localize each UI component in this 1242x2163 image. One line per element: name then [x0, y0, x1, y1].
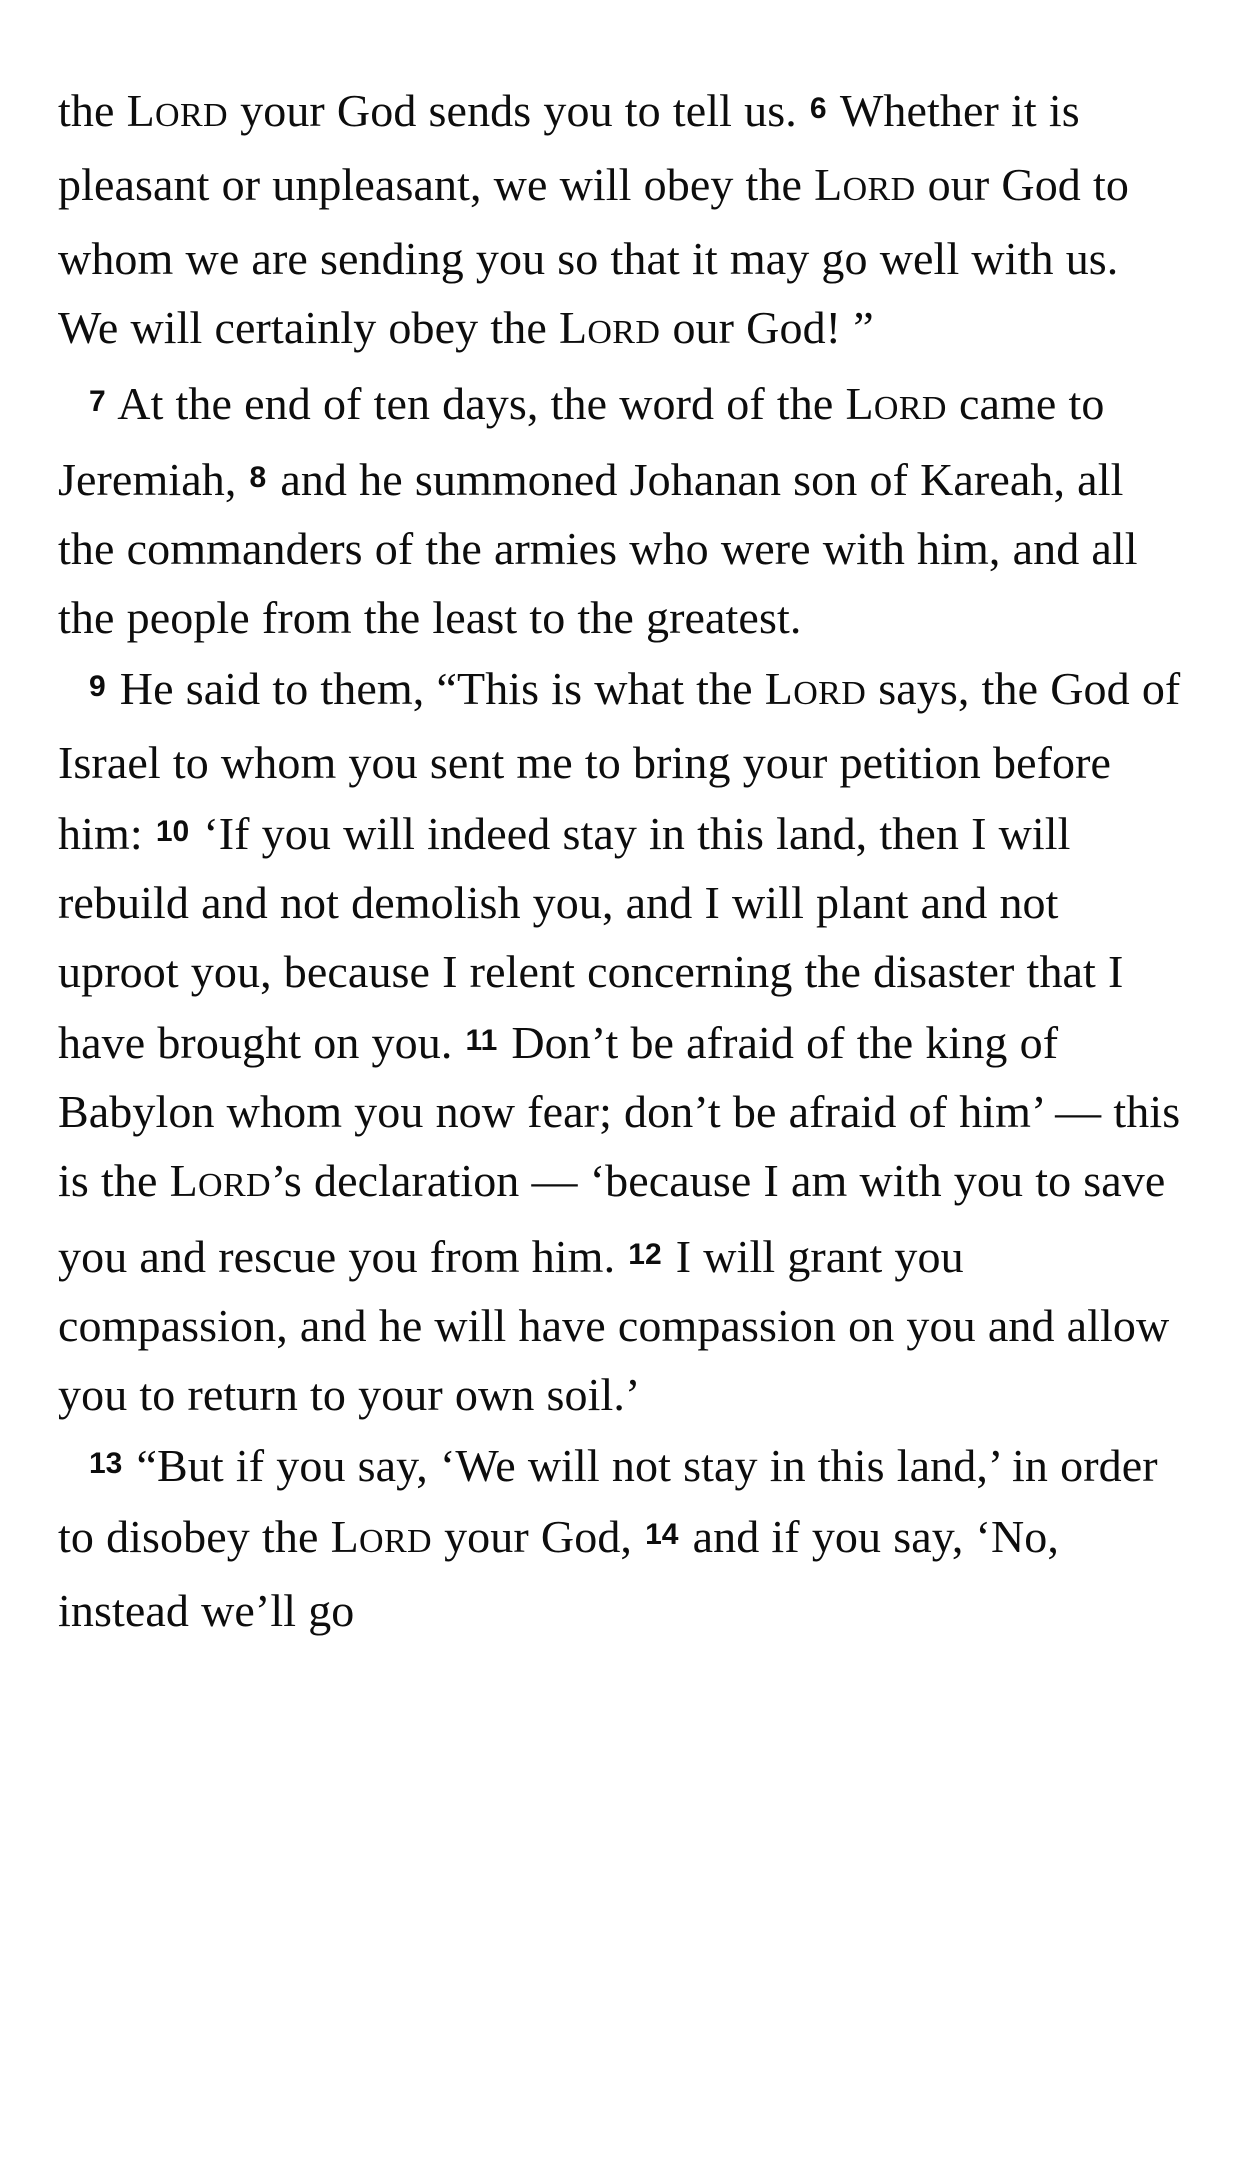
divine-name-initial: L — [814, 159, 843, 210]
scripture-body — [58, 74, 1190, 1645]
scripture-text: I will grant you compassion, and he will have compassion on you and allow you to return to your own soil.’ — [58, 1231, 1170, 1420]
divine-name-smallcaps: ORD — [873, 390, 947, 427]
divine-name-initial: L — [764, 663, 794, 714]
divine-name — [559, 302, 660, 353]
scripture-text: and he summoned Johanan son of Kareah, all the commanders of the armies who were with him, and all the people from the least to the greatest. — [58, 454, 1138, 643]
divine-name — [765, 663, 866, 714]
divine-name-initial: L — [845, 378, 874, 429]
verse-number[interactable]: 11 — [465, 1024, 498, 1057]
scripture-paragraph — [58, 367, 1190, 652]
scripture-text: ’s declaration — ‘because I am with you to save you and rescue you from him. — [58, 1155, 1166, 1282]
divine-name-smallcaps: ORD — [358, 1523, 432, 1560]
divine-name-initial: L — [169, 1155, 198, 1206]
scripture-text: He said to them, “This is what the — [107, 663, 765, 714]
verse-number[interactable]: 7 — [89, 385, 106, 418]
scripture-text: “But if you say, ‘We will not stay in this land,’ in order to disobey the — [58, 1440, 1158, 1562]
verse-number[interactable]: 13 — [89, 1447, 123, 1480]
scripture-text: says, the God of Israel to whom you sent me to bring your petition before him: — [58, 663, 1181, 859]
divine-name-initial: L — [558, 302, 588, 353]
scripture-text: our God! ” — [660, 302, 874, 353]
scripture-text: our God to whom we are sending you so that it may go well with us. We will certainly obey the — [58, 159, 1129, 353]
scripture-text: your God sends you to tell us. — [228, 85, 809, 136]
scripture-text: ‘If you will indeed stay in this land, then I will rebuild and not demolish you, and I will plant and not uproot you, because I relent concerning the disaster that I have brought on you. — [58, 808, 1124, 1068]
verse-number[interactable]: 8 — [249, 461, 267, 494]
divine-name — [814, 159, 915, 210]
verse-number[interactable]: 6 — [809, 92, 827, 125]
scripture-paragraph — [58, 74, 1190, 367]
scripture-paragraph — [58, 652, 1190, 1429]
scripture-text: and if you say, ‘No, instead we’ll go — [58, 1511, 1059, 1636]
scripture-paragraph — [58, 1429, 1190, 1645]
divine-name-smallcaps: ORD — [155, 97, 229, 134]
divine-name-smallcaps: ORD — [198, 1167, 271, 1204]
verse-number[interactable]: 9 — [89, 670, 106, 703]
divine-name-smallcaps: ORD — [587, 314, 661, 351]
divine-name — [170, 1155, 271, 1206]
divine-name — [127, 85, 228, 136]
scripture-text: came to Jeremiah, — [58, 378, 1105, 505]
divine-name-smallcaps: ORD — [842, 171, 916, 208]
divine-name — [845, 378, 946, 429]
divine-name — [331, 1511, 432, 1562]
scripture-text: the — [58, 85, 127, 136]
scripture-text: Whether it is pleasant or unpleasant, we will obey the — [58, 85, 1080, 210]
verse-number[interactable]: 12 — [628, 1238, 662, 1271]
verse-number[interactable]: 14 — [645, 1518, 679, 1551]
scripture-text: Don’t be afraid of the king of Babylon whom you now fear; don’t be afraid of him’ — this is the — [58, 1017, 1181, 1206]
divine-name-initial: L — [126, 85, 156, 136]
scripture-text: At the end of ten days, the word of the — [107, 378, 846, 429]
divine-name-smallcaps: ORD — [793, 675, 867, 712]
divine-name-initial: L — [330, 1511, 359, 1562]
verse-number[interactable]: 10 — [155, 815, 190, 848]
scripture-text: your God, — [431, 1511, 645, 1562]
